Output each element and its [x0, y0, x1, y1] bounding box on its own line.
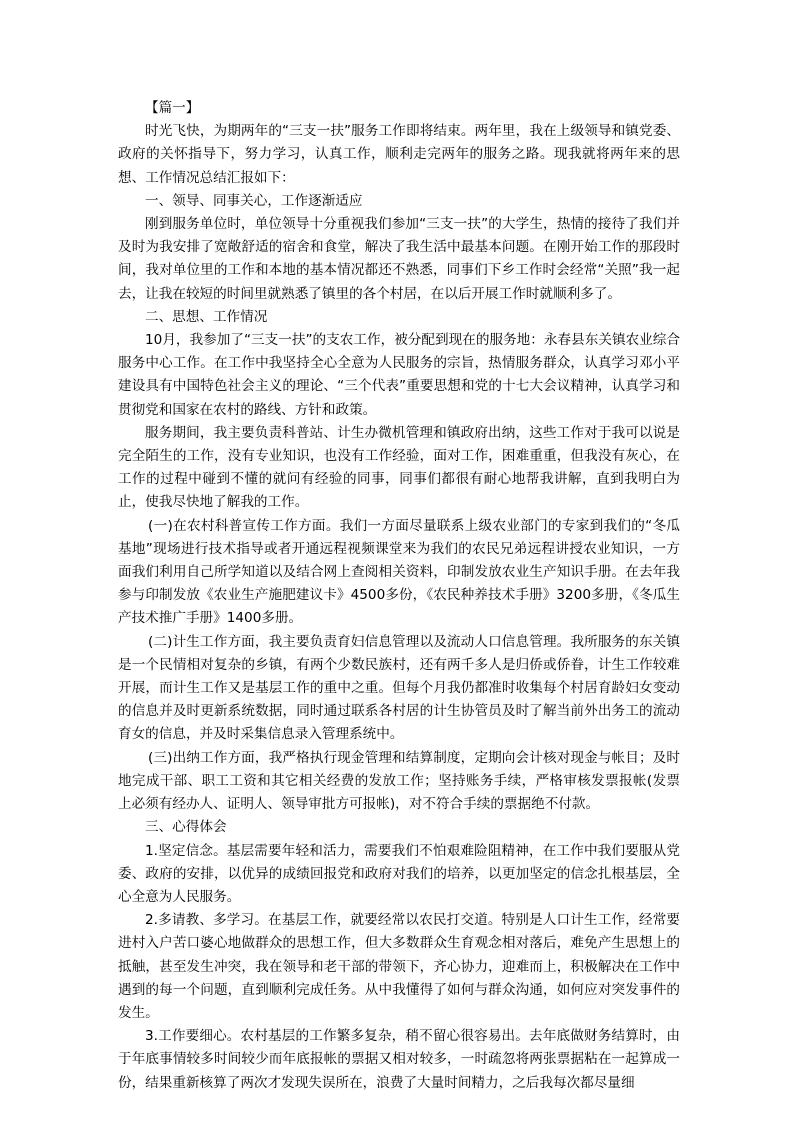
- heading-3: 三、心得体会: [145, 819, 227, 836]
- paragraph-intro: 时光飞快，为期两年的“三支一扶”服务工作即将结束。两年里，我在上级领导和镇党委、政府的关怀指导下，努力学习，认真工作，顺利走完两年的服务之路。现我就将两年来的思想、工作情况总结汇报如下：: [118, 123, 680, 186]
- paragraph-item-3: (三)出纳工作方面，我严格执行现金管理和结算制度，定期向会计核对现金与帐目；及时地完成干部、职工工资和其它相关经费的发放工作；坚持账务手续，严格审核发票报帐(发票上必须有经办人、证明人、领导审批方可报帐)，对不符合手续的票据绝不付款。: [118, 749, 680, 813]
- paragraph-point-1: 1.坚定信念。基层需要年轻和活力，需要我们不怕艰难险阻精神，在工作中我们要服从党委、政府的安排，以优异的成绩回报党和政府对我们的培养，以更加坚定的信念扎根基层，全心全意为人民服务。: [118, 842, 680, 905]
- paragraph-item-2: (二)计生工作方面，我主要负责育妇信息管理以及流动人口信息管理。我所服务的东关镇是一个民情相对复杂的乡镇，有两个少数民族村，还有两千多人是归侨或侨眷，计生工作较难开展，而计生工作又是基层工作的重中之重。但每个月我仍都准时收集每个村居育龄妇女变动的信息并及时更新系统数据，同时通过联系各村居的计生协管员及时了解当前外出务工的流动育女的信息，并及时采集信息录入管理系统中。: [118, 633, 680, 743]
- paragraph-point-2: 2.多请教、多学习。在基层工作，就要经常以农民打交道。特别是人口计生工作，经常要进村入户苦口婆心地做群众的思想工作，但大多数群众生育观念相对落后，难免产生思想上的抵触，甚至发生冲突，我在领导和老干部的带领下，齐心协力，迎难而上，积极解决在工作中遇到的每一个问题，直到顺利完成任务。从中我懂得了如何与群众沟通，如何应对突发事件的发生。: [118, 912, 680, 1021]
- paragraph-3: 服务期间，我主要负责科普站、计生办微机管理和镇政府出纳，这些工作对于我可以说是完全陌生的工作，没有专业知识，也没有工作经验，面对工作，困难重重，但我没有灰心，在工作的过程中碰到不懂的就问有经验的同事，同事们都很有耐心地帮我讲解，直到我明白为止，使我尽快地了解我的工作。: [118, 424, 680, 511]
- heading-1: 一、领导、同事关心，工作逐渐适应: [145, 192, 363, 209]
- document-body: [118, 97, 680, 1095]
- heading-2: 二、思想、工作情况: [145, 308, 268, 325]
- section-label: 【篇一】: [145, 100, 200, 116]
- paragraph-item-1: (一)在农村科普宣传工作方面。我们一方面尽量联系上级农业部门的专家到我们的“冬瓜基地”现场进行技术指导或者开通远程视频课堂来为我们的农民兄弟远程讲授农业知识，一方面我们利用自己所学知道以及结合网上查阅相关资料，印制发放农业生产知识手册。在去年我参与印制发放《农业生产施肥建议卡》4500多份，《农民种养技术手册》3200多册，《冬瓜生产技术推广手册》1400多册。: [118, 517, 680, 627]
- paragraph-1: 刚到服务单位时，单位领导十分重视我们参加“三支一扶”的大学生，热情的接待了我们并及时为我安排了宽敞舒适的宿舍和食堂，解决了我生活中最基本问题。在刚开始工作的那段时间，我对单位里的工作和本地的基本情况都还不熟悉，同事们下乡工作时会经常“关照”我一起去，让我在较短的时间里就熟悉了镇里的各个村居，在以后开展工作时就顺利多了。: [118, 216, 680, 302]
- paragraph-point-3: 3.工作要细心。农村基层的工作繁多复杂，稍不留心很容易出。去年底做财务结算时，由于年底事情较多时间较少而年底报帐的票据又相对较多，一时疏忽将两张票据粘在一起算成一份，结果重新核算了两次才发现失误所在，浪费了大量时间精力，之后我每次都尽量细: [118, 1028, 680, 1091]
- paragraph-2: 10月，我参加了“三支一扶”的支农工作，被分配到现在的服务地：永春县东关镇农业综合服务中心工作。在工作中我坚持全心全意为人民服务的宗旨，热情服务群众，认真学习邓小平建设具有中国特色社会主义的理论、“三个代表”重要思想和党的十七大会议精神，认真学习和贯彻党和国家在农村的路线、方针和政策。: [118, 332, 680, 418]
